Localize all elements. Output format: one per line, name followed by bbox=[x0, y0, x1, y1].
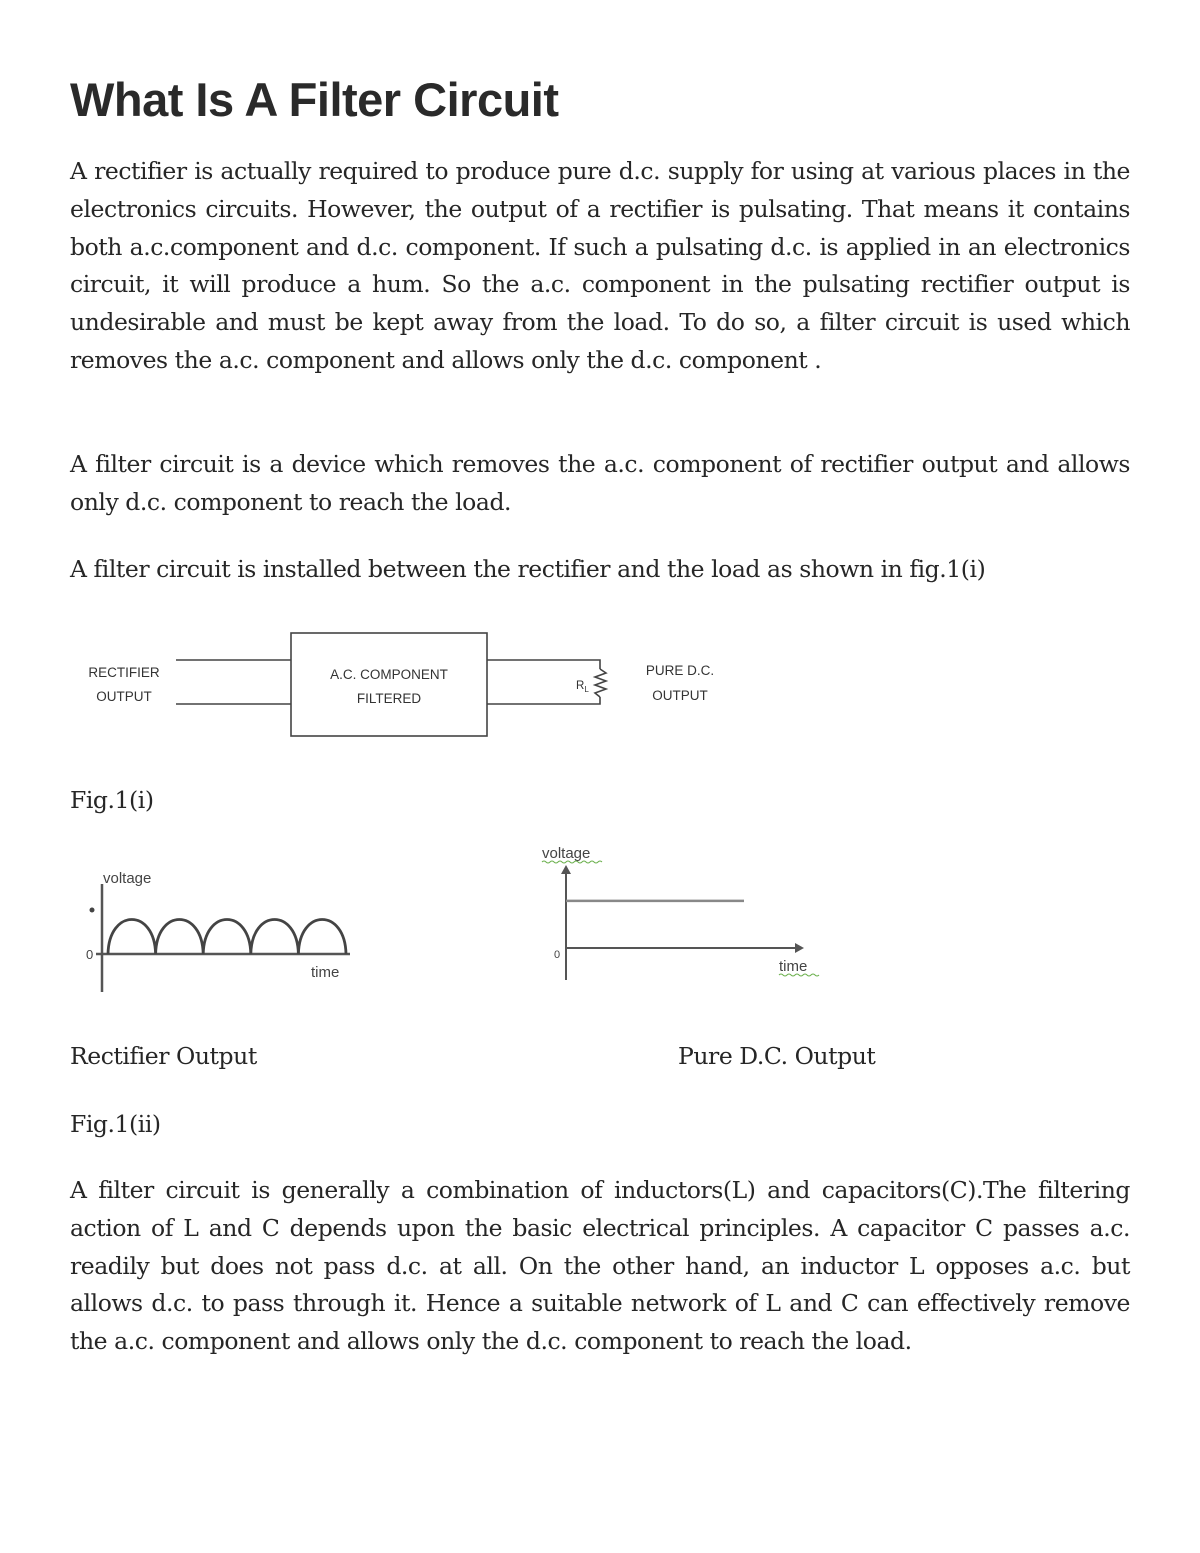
left-origin-label: 0 bbox=[86, 947, 94, 962]
load-resistor-icon bbox=[595, 669, 606, 697]
filter-box bbox=[291, 633, 487, 736]
rectifier-output-graph bbox=[70, 840, 370, 1000]
paragraph-definition: A filter circuit is a device which removes the a.c. component of rectifier output and allows only d.c. component to reach the load. bbox=[70, 450, 1130, 516]
rectifier-output-caption: Rectifier Output bbox=[70, 1042, 257, 1070]
left-time-axis-label: time bbox=[311, 964, 340, 981]
paragraph-intro: A rectifier is actually required to produce pure d.c. supply for using at various places in the electronics circuits. However, the output of a rectifier is pulsating. That means it contains both a.c.component and d.c. component. If such a pulsating d.c. is applied in an electronics circuit, it will produce a hum. So the a.c. component in the pulsating rectifier output is undesirable and must be kept away from the load. To do so, a filter circuit is used which removes the a.c. component and allows only the d.c. component . bbox=[70, 157, 1130, 374]
rectified-waveform bbox=[108, 920, 346, 955]
right-voltage-axis-label: voltage bbox=[542, 845, 591, 862]
block-diagram bbox=[70, 625, 770, 745]
pure-dc-output-caption: Pure D.C. Output bbox=[678, 1042, 876, 1070]
filter-box-label-line1: A.C. COMPONENT bbox=[330, 667, 448, 682]
output-wire-top bbox=[487, 660, 600, 669]
fig2-caption: Fig.1(ii) bbox=[70, 1110, 161, 1138]
output-wire-bottom bbox=[487, 697, 600, 704]
paragraph-installed: A filter circuit is installed between the rectifier and the load as shown in fig.1(i) bbox=[70, 555, 986, 583]
right-origin-label: 0 bbox=[554, 949, 561, 961]
pure-dc-output-graph bbox=[530, 838, 830, 998]
y-axis-arrow-icon bbox=[561, 865, 571, 874]
right-time-axis-label: time bbox=[779, 958, 808, 975]
left-voltage-axis-label: voltage bbox=[103, 870, 152, 887]
rectifier-output-label-line2: OUTPUT bbox=[96, 689, 152, 704]
page-title: What Is A Filter Circuit bbox=[70, 73, 559, 126]
resistor-label: $R_L$ bbox=[576, 680, 589, 694]
filter-box-label-line2: FILTERED bbox=[356, 691, 422, 706]
pure-dc-output-label-line2: OUTPUT bbox=[652, 688, 708, 703]
paragraph-combination: A filter circuit is generally a combination of inductors(L) and capacitors(C).The filtering action of L and C depends upon the basic electrical principles. A capacitor C passes a.c. readily but does not pass d.c. at all. On the other hand, an inductor L opposes a.c. but allows d.c. to pass through it. Hence a suitable network of L and C can effectively remove the a.c. component and allows only the d.c. component to reach the load. bbox=[70, 1176, 1130, 1356]
pure-dc-output-label-line1: PURE D.C. bbox=[645, 663, 715, 678]
fig1-caption: Fig.1(i) bbox=[70, 786, 154, 814]
rectifier-output-label-line1: RECTIFIER bbox=[88, 665, 160, 680]
peak-marker-icon bbox=[90, 908, 95, 913]
x-axis-arrow-icon bbox=[795, 943, 804, 953]
